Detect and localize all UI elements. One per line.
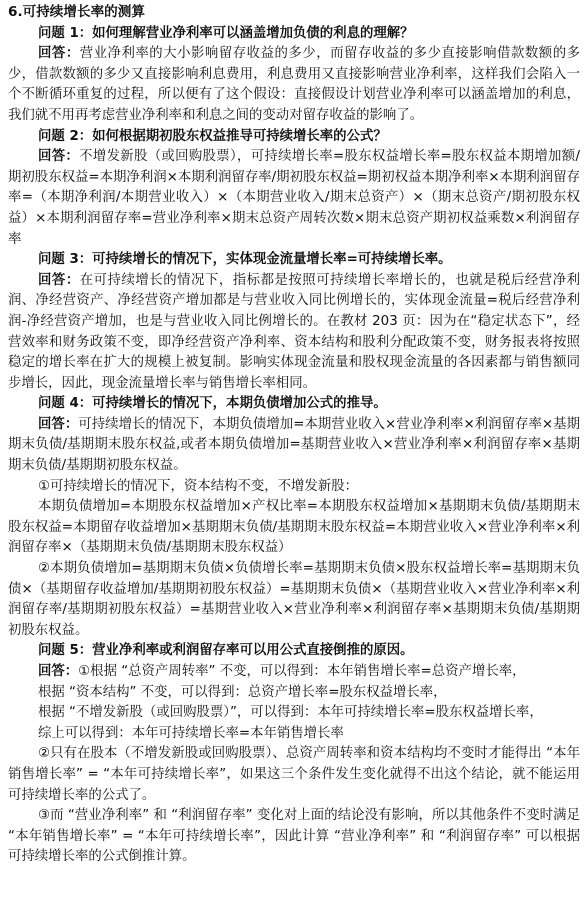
question-2-title: 问题 2：如何根据期初股东权益推导可持续增长率的公式？ — [38, 128, 387, 144]
answer-label: 回答： — [38, 416, 79, 432]
answer-5-paragraph-2: 根据 “资本结构” 不变，可以得到：总资产增长率=股东权益增长率， — [38, 684, 447, 700]
answer-1-paragraph-1 — [8, 44, 580, 126]
answer-5-paragraph-1 — [8, 662, 580, 683]
answer-label: 回答： — [38, 664, 79, 679]
answer-4-paragraph-4: ②本期负债增加=基期期末负债×负债增长率=基期期末负债×股东权益增长率=基期期末负债×（基期留存收益增加/基期期初股东权益）=基期期末负债×（基期营业收入×营业净利率×利润留存率/基期期初股东权益）=基期营业收入×营业净利率×利润留存率×基期期末负债/基期期初股东权益。 — [8, 561, 580, 638]
answer-text: 不增发新股（或回购股票），可持续增长率=股东权益增长率=股东权益本期增加额/期初股东权益=本期净利润×本期利润留存率/期初股东权益=期初权益本期净利率×本期利润留存率=（本期净利润/本期营业收入）×（本期营业收入/期末总资产）×（期末总资产/期初股东权益）×本期利润留存率=营业净利率×期末总资产周转次数×期末总资产期初权益乘数×利润留存率 — [8, 149, 580, 247]
question-4-title: 问题 4：可持续增长的情况下，本期负债增加公式的推导。 — [38, 396, 387, 412]
answer-text: 在可持续增长的情况下，指标都是按照可持续增长率增长的，也就是税后经营净利润、净经营资产、净经营资产增加都是与营业收入同比例增长的，实体现金流量=税后经营净利润-净经营资产增加，也是与营业收入同比例增长的。在教材 203 页：因为在“稳定状态下”，经营效率和财务政策不变，即净经营资产净利率、资本结构和股利分配政策不变，财务报表将按照稳定的增长率在扩大的规模上被复制。影响实体现金流量和股权现金流量的各因素都与销售额同步增长，因此，现金流量增长率与销售增长率相同。 — [8, 272, 580, 391]
section-title: 6.可持续增长率的测算 — [8, 4, 145, 20]
answer-2-paragraph-1 — [8, 147, 580, 250]
answer-label: 回答： — [38, 149, 80, 165]
answer-text: ①根据 “总资产周转率” 不变，可以得到：本年销售增长率=总资产增长率， — [78, 664, 526, 679]
question-3-title: 问题 3：可持续增长的情况下，实体现金流量增长率=可持续增长率。 — [38, 252, 452, 268]
answer-label: 回答： — [38, 46, 80, 62]
question-5-title: 问题 5：营业净利率或利润留存率可以用公式直接倒推的原因。 — [38, 643, 414, 659]
answer-5-paragraph-6: ③而 “营业净利率” 和 “利润留存率” 变化对上面的结论没有影响，所以其他条件不变时满足 “本年销售增长率” = “本年可持续增长率”，因此计算 “营业净利率” 和 “利润留存率” 可以根据可持续增长率的公式倒推计算。 — [8, 808, 580, 865]
answer-4-paragraph-1 — [8, 415, 580, 477]
answer-5-paragraph-4: 综上可以得到：本年可持续增长率=本年销售增长率 — [38, 725, 344, 741]
answer-label: 回答： — [38, 272, 80, 288]
answer-text: 可持续增长的情况下，本期负债增加=本期营业收入×营业净利率×利润留存率×基期期末负债/基期期末股东权益,或者本期负债增加=基期营业收入×营业净利率×利润留存率×基期期末负债/基期期初股东权益。 — [8, 416, 580, 474]
answer-4-paragraph-3: 本期负债增加=本期股东权益增加×产权比率=本期股东权益增加×基期期末负债/基期期末股东权益=本期留存收益增加×基期期末负债/基期期末股东权益=本期营业收入×营业净利率×利润留存率×（基期期末负债/基期期末股东权益） — [8, 499, 580, 556]
answer-4-paragraph-2: ①可持续增长的情况下，资本结构不变，不增发新股： — [38, 478, 358, 494]
question-1-title: 问题 1：如何理解营业净利率可以涵盖增加负债的利息的理解？ — [38, 25, 414, 41]
answer-5-paragraph-5: ②只有在股本（不增发新股或回购股票）、总资产周转率和资本结构均不变时才能得出 “本年销售增长率” = “本年可持续增长率”，如果这三个条件发生变化就得不出这个结论，就不能运用可持续增长率的公式了。 — [8, 746, 580, 803]
answer-5-paragraph-3: 根据 “不增发新股（或回购股票）”，可以得到：本年可持续增长率=股东权益增长率， — [38, 705, 543, 721]
answer-3-paragraph-1 — [8, 271, 580, 395]
answer-text: 营业净利率的大小影响留存收益的多少，而留存收益的多少直接影响借款数额的多少，借款数额的多少又直接影响利息费用，利息费用又直接影响营业净利率，这样我们会陷入一个不断循环重复的过程，所以便有了这个假设：直接假设计划营业净利率可以涵盖增加的利息，我们就不用再考虑营业净利率和利息之间的变动对留存收益的影响了。 — [8, 46, 580, 123]
document — [8, 2, 580, 868]
